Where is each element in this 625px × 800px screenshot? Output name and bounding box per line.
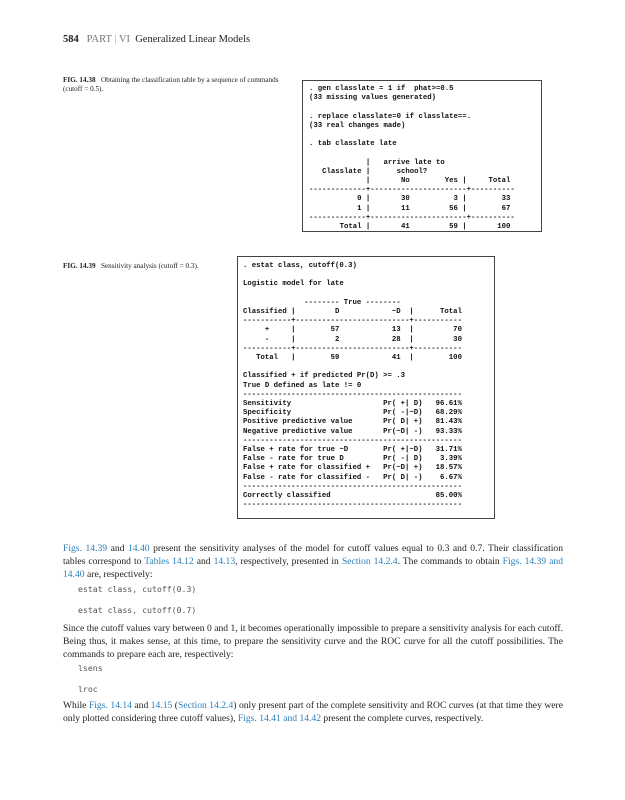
part-title: Generalized Linear Models	[135, 34, 251, 45]
code-line-4: lroc	[78, 684, 98, 694]
text-run: are, respectively:	[84, 569, 153, 581]
text-run: ) only present part of the complete sensitivity and ROC curves (at that time they were only plotted considering three cutoff values),	[63, 700, 563, 725]
figure-14-39-caption	[63, 262, 238, 271]
text-run: and	[131, 700, 151, 711]
figure-link[interactable]: Figs. 14.14	[88, 700, 132, 711]
part-number: VI	[118, 34, 130, 45]
text-run: . The commands to obtain	[397, 556, 503, 568]
code-line-3: lsens	[78, 663, 103, 673]
text-run: While	[63, 700, 89, 711]
code-line-1: estat class, cutoff(0.3)	[78, 584, 197, 594]
figure-label: FIG. 14.39	[63, 262, 96, 270]
page-number: 584	[63, 34, 79, 45]
header-separator: |	[114, 34, 117, 45]
figure-caption-text: Obtaining the classification table by a sequence of commands (cutoff = 0.5).	[63, 76, 279, 93]
figure-14-38-caption	[63, 76, 291, 94]
console-output: . gen classlate = 1 if phat>=0.5 (33 missing values generated) . replace classlate=0 if classlate==. (33 real changes made) . tab classlate late | arrive late to Classlate | school? | No Yes | Total -------------+----------------------+---------- 0 | 30 3 | 33 1 | 11 56 | 67 -------------+----------------------+---------- Total | 41 59 | 100	[309, 85, 515, 232]
running-header	[63, 34, 250, 45]
code-line-2: estat class, cutoff(0.7)	[78, 605, 197, 615]
text-run: present the complete curves, respectively.	[321, 713, 484, 725]
table-link[interactable]: Tables 14.12	[144, 556, 194, 568]
figure-caption-text: Sensitivity analysis (cutoff = 0.3).	[100, 262, 199, 270]
section-link[interactable]: Section 14.2.4	[178, 700, 234, 711]
figure-link[interactable]: and 14.40	[63, 556, 563, 581]
figure-link[interactable]: 14.40	[128, 543, 150, 554]
paragraph-3	[63, 699, 563, 725]
text-run: , respectively, presented in	[235, 556, 342, 568]
text-run: present the sensitivity analyses of the model for cutoff values equal to 0.3 and 0.7. Their classification tables correspond to	[63, 543, 563, 568]
figure-14-39-console	[237, 256, 495, 519]
paragraph-2: Since the cutoff values vary between 0 and 1, it becomes operationally impossible to prepare a sensitivity analysis for each cutoff. Being thus, it makes sense, at this time, to prepare the sensitivity curve and the ROC curve for all the cutoff possibilities. The commands to prepare each are, respectively:	[63, 623, 563, 661]
part-label: PART	[86, 34, 112, 45]
figure-label: FIG. 14.38	[63, 76, 96, 84]
section-link[interactable]: Section 14.2.4	[341, 556, 398, 568]
figure-link[interactable]: Figs. 14.39	[502, 556, 547, 568]
console-output: . estat class, cutoff(0.3) Logistic model for late -------- True -------- Classified | D ~D | Total -----------+--------------------------+----------- + | 57 13 | 70 - | 2 28 | 30 -----------+--------------------------+----------- Total | 59 41 | 100 Classified + if predicted Pr(D) >= .3 True D defined as late != 0 -------------------------------------------------- Sensitivity Pr( +| D) 96.61% Specificity Pr( -|~D) 68.29% Positive predictive value Pr( D| +) 81.43% Negative predictive value Pr(~D| -) 93.33% -------------------------------------------------- False + rate for true ~D Pr( +|~D) 31.71% False - rate for true D Pr( -| D) 3.39% False + rate for classified + Pr(~D| +) 18.57% False - rate for classified - Pr( D| -) 6.67% -------------------------------------------------- Correctly classified 85.00% --------------------------------------------------	[243, 262, 462, 510]
figure-link[interactable]: Figs. 14.41 and 14.42	[237, 713, 322, 725]
table-link[interactable]: 14.13	[213, 556, 236, 568]
text-run: and	[193, 556, 214, 568]
text-run: and	[107, 543, 128, 554]
figure-link[interactable]: Figs. 14.39	[63, 543, 108, 554]
figure-14-38-console	[302, 80, 542, 232]
figure-link[interactable]: 14.15	[150, 700, 173, 711]
paragraph-1	[63, 542, 563, 582]
text-run: (	[172, 700, 179, 711]
